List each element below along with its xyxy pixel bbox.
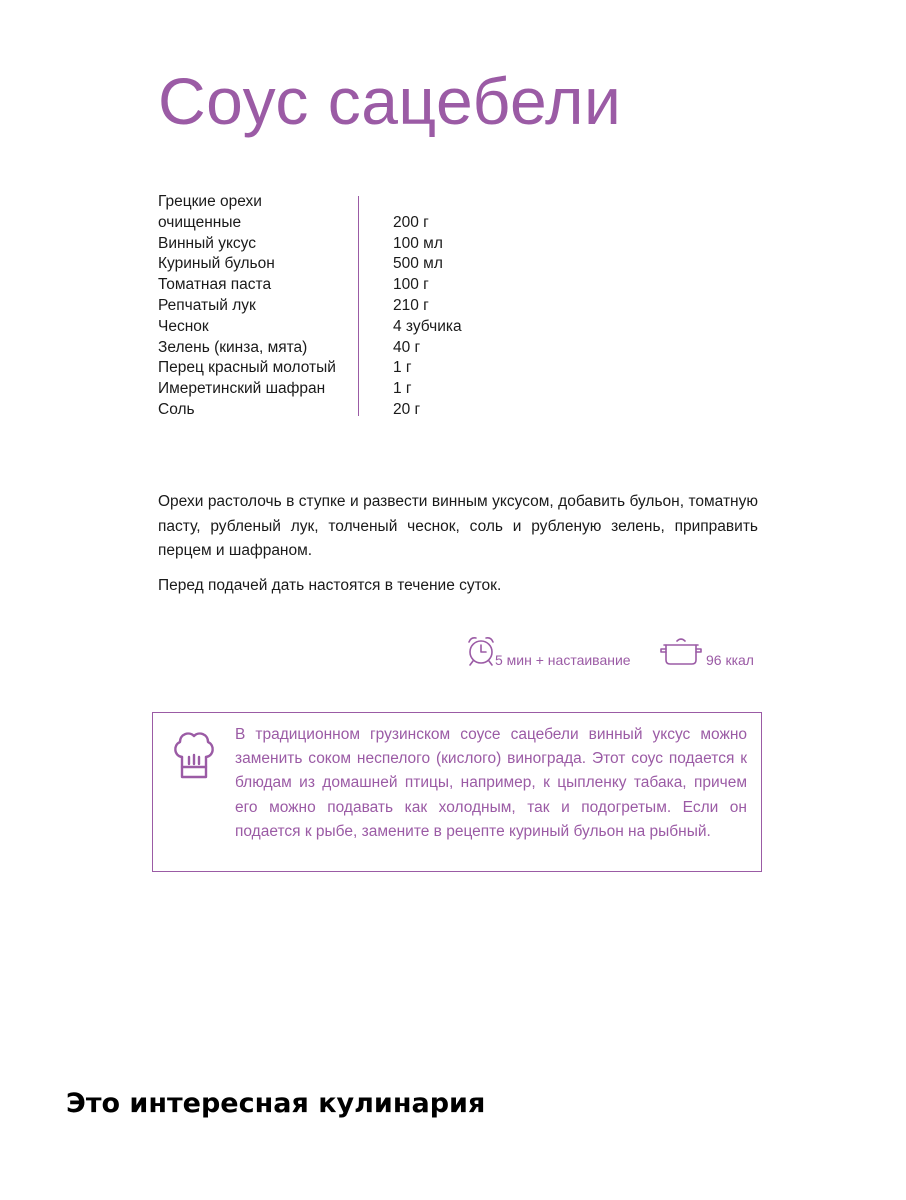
ingredient-amount: 200 г bbox=[393, 213, 429, 231]
ingredient-name: Чеснок bbox=[158, 317, 209, 335]
recipe-title: Соус сацебели bbox=[158, 64, 622, 138]
ingredient-name: Соль bbox=[158, 400, 195, 418]
ingredient-name: очищенные bbox=[158, 213, 242, 231]
ingredient-row bbox=[158, 254, 578, 275]
ingredient-name: Перец красный молотый bbox=[158, 359, 336, 377]
ingredient-row bbox=[158, 192, 578, 213]
ingredient-name: Зелень (кинза, мята) bbox=[158, 338, 308, 356]
ingredient-row bbox=[158, 317, 578, 338]
calories: 96 ккал bbox=[706, 652, 754, 668]
ingredient-amount: 210 г bbox=[393, 296, 429, 314]
ingredient-row bbox=[158, 296, 578, 317]
chef-hat-icon bbox=[171, 727, 217, 781]
ingredient-amount: 100 г bbox=[393, 276, 429, 294]
cooking-pot-icon bbox=[658, 636, 704, 668]
cooking-time: 5 мин + настаивание bbox=[495, 652, 631, 668]
ingredient-amount: 1 г bbox=[393, 359, 412, 377]
ingredient-amount: 100 мл bbox=[393, 234, 443, 252]
ingredient-name: Имеретинский шафран bbox=[158, 380, 326, 398]
ingredients-list bbox=[158, 192, 578, 421]
ingredient-amount bbox=[393, 192, 578, 213]
ingredient-amount: 20 г bbox=[393, 400, 421, 418]
footer-caption: Это интересная кулинария bbox=[66, 1088, 486, 1119]
ingredient-row bbox=[158, 400, 578, 421]
ingredient-amount: 40 г bbox=[393, 338, 421, 356]
tip-box bbox=[152, 712, 762, 872]
ingredient-name: Винный уксус bbox=[158, 234, 257, 252]
ingredient-name: Грецкие орехи bbox=[158, 193, 262, 210]
ingredient-amount: 500 мл bbox=[393, 255, 443, 273]
ingredient-name: Куриный бульон bbox=[158, 255, 275, 273]
ingredient-row bbox=[158, 275, 578, 296]
ingredient-row bbox=[158, 213, 578, 234]
ingredient-row bbox=[158, 379, 578, 400]
ingredient-row bbox=[158, 234, 578, 255]
tip-text: В традиционном грузинском соусе сацебели винный уксус можно заменить соком неспелого (кислого) винограда. Этот соус подается к блюдам из домашней птицы, например, к цыпленку табака, причем его можно подавать как холодным, так и подогретым. Если он подается к рыбе, замените в рецепте куриный бульон на рыбный. bbox=[235, 726, 747, 840]
instruction-paragraph: Перед подачей дать настоятся в течение суток. bbox=[158, 576, 502, 594]
instructions bbox=[158, 490, 758, 608]
alarm-clock-icon bbox=[466, 634, 496, 668]
ingredient-name: Томатная паста bbox=[158, 276, 272, 294]
ingredients-divider bbox=[358, 196, 359, 416]
instruction-paragraph: Орехи растолочь в ступке и развести винным уксусом, добавить бульон, томатную пасту, рубленый лук, толченый чеснок, соль и рубленую зелень, приправить перцем и шафраном. bbox=[158, 493, 758, 559]
ingredient-amount: 4 зубчика bbox=[393, 317, 462, 335]
ingredient-row bbox=[158, 358, 578, 379]
ingredient-amount: 1 г bbox=[393, 380, 412, 398]
ingredient-name: Репчатый лук bbox=[158, 296, 256, 314]
ingredient-row bbox=[158, 338, 578, 359]
